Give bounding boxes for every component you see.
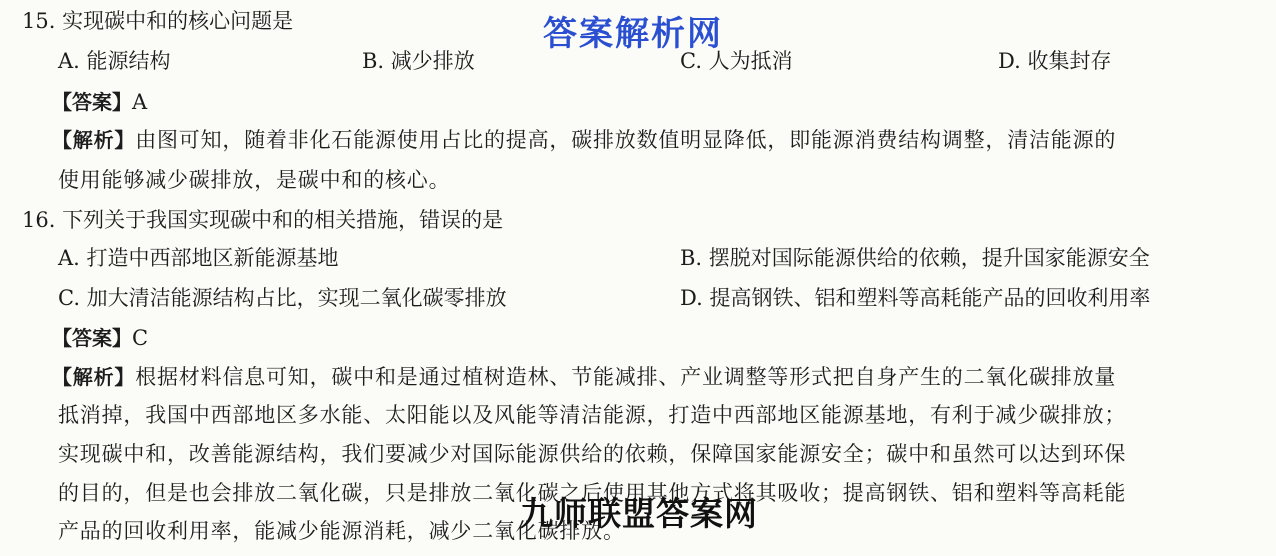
q15-explanation-text-1: 由图可知，随着非化石能源使用占比的提高，碳排放数值明显降低，即能源消费结构调整，清洁能源的 bbox=[135, 128, 1117, 152]
q16-option-a: A. 打造中西部地区新能源基地 bbox=[58, 246, 339, 270]
q16-explanation-line-2: 抵消掉，我国中西部地区多水能、太阳能以及风能等清洁能源，打造中西部地区能源基地，有利于减少碳排放； bbox=[58, 403, 1127, 427]
q16-explanation-tag: 【解析】 bbox=[52, 365, 136, 389]
q15-explanation-line-1 bbox=[52, 126, 1116, 154]
q16-explanation-line-5: 产品的回收利用率，能减少能源消耗，减少二氧化碳排放。 bbox=[58, 519, 625, 543]
q16-explanation-line-1 bbox=[52, 363, 1116, 391]
q16-option-c: C. 加大清洁能源结构占比，实现二氧化碳零排放 bbox=[58, 286, 507, 310]
q16-answer-tag: 【答案】 bbox=[52, 326, 132, 350]
q16-explanation-line-4: 的目的，但是也会排放二氧化碳，只是排放二氧化碳之后使用其他方式将其吸收；提高钢铁、铝和塑料等高耗能 bbox=[58, 481, 1127, 505]
q15-option-c: C. 人为抵消 bbox=[680, 49, 793, 73]
q16-explanation-line-3: 实现碳中和，改善能源结构，我们要减少对国际能源供给的依赖，保障国家能源安全；碳中和虽然可以达到环保 bbox=[58, 442, 1127, 466]
q16-explanation-text-1: 根据材料信息可知，碳中和是通过植树造林、节能减排、产业调整等形式把自身产生的二氧化碳排放量 bbox=[135, 365, 1117, 389]
q16-option-d: D. 提高钢铁、铝和塑料等高耗能产品的回收利用率 bbox=[680, 286, 1151, 310]
q15-answer-value: A bbox=[132, 90, 148, 114]
question-16-stem: 16. 下列关于我国实现碳中和的相关措施，错误的是 bbox=[22, 208, 504, 232]
q15-explanation-tag: 【解析】 bbox=[52, 128, 136, 152]
q15-option-b: B. 减少排放 bbox=[362, 49, 475, 73]
q15-option-a: A. 能源结构 bbox=[58, 49, 171, 73]
q15-option-d: D. 收集封存 bbox=[998, 49, 1112, 73]
q16-answer-row bbox=[52, 324, 148, 352]
question-15-stem: 15. 实现碳中和的核心问题是 bbox=[22, 9, 294, 33]
q16-answer-value: C bbox=[132, 326, 149, 350]
watermark-top: 答案解析网 bbox=[543, 14, 723, 54]
q15-answer-tag: 【答案】 bbox=[52, 90, 132, 114]
watermark-bottom: 九师联盟答案网 bbox=[520, 494, 758, 533]
q15-explanation-line-2: 使用能够减少碳排放，是碳中和的核心。 bbox=[58, 168, 451, 192]
q16-option-b: B. 摆脱对国际能源供给的依赖，提升国家能源安全 bbox=[680, 246, 1150, 270]
q15-answer-row bbox=[52, 88, 147, 116]
